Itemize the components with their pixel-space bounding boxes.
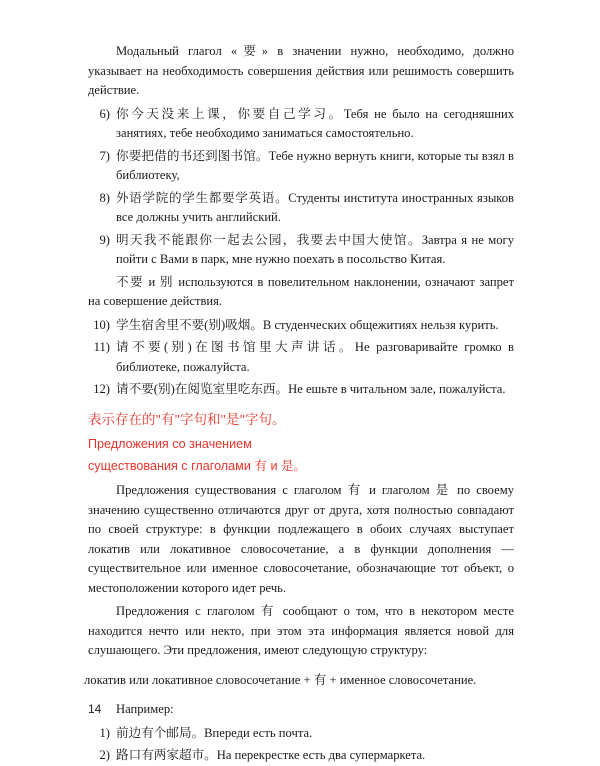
example-item — [88, 231, 514, 270]
examples-c — [88, 724, 514, 766]
section-heading-chinese: 表示存在的"有"字句和"是"字句。 — [88, 411, 286, 427]
example-label: Например: — [116, 702, 174, 716]
example-item — [88, 724, 514, 744]
example-text: 请不要(别)在阅览室里吃东西。Не ешьте в читальном зале, пожалуйста. — [116, 382, 506, 396]
page-number: 14 — [88, 702, 102, 716]
example-item — [88, 105, 514, 144]
example-number: 9) — [99, 232, 110, 247]
example-number: 12) — [93, 382, 110, 396]
example-text: 你要把借的书还到图书馆。Тебе нужно вернуть книги, которые ты взял в библиотеку, — [116, 148, 514, 182]
example-text: 学生宿舍里不要(别)吸烟。В студенческих общежитиях нельзя курить. — [116, 317, 499, 332]
example-number: 6) — [99, 106, 110, 121]
example-text: 外语学院的学生都要学英语。Студенты института иностранных языков все должны учить английский. — [116, 190, 514, 224]
example-text: 前边有个邮局。Впереди есть почта. — [116, 725, 313, 740]
you-structure-paragraph: Предложения с глаголом 有 сообщают о том, что в некотором месте находится нечто или некто, при этом эта информация является новой для слушающего. Эти предложения, имеют следующую структуру: — [88, 604, 514, 657]
structure-formula: локатив или локативное словосочетание + 有 + именное словосочетание. — [84, 672, 477, 687]
example-number: 8) — [99, 190, 110, 205]
examples-a — [88, 105, 514, 270]
intro-paragraph: Модальный глагол «要» в значении нужно, необходимо, должно указывает на необходимость совершения действия или решимость совершить действие. — [88, 44, 514, 97]
example-number: 2) — [99, 748, 110, 762]
prohibit-paragraph: 不要 и 别 используются в повелительном наклонении, означают запрет на совершение действия. — [88, 274, 514, 308]
existence-paragraph: Предложения существования с глаголом 有 и глаголом 是 по своему значению существенно отличаются друг от друга, хотя полностью совпадают по своей структуре: в функции подлежащего в обоих случаях выступает локатив или локативное словосочетание, а в функции дополнения — существительное или именное словосочетание, обозначающие тот объект, о местоположении которого идет речь. — [88, 483, 514, 595]
example-item — [88, 746, 514, 766]
examples-b — [88, 316, 514, 400]
example-item — [88, 189, 514, 228]
example-number: 7) — [99, 148, 110, 163]
example-number: 11) — [93, 340, 110, 354]
section-heading-russian-line2: существования с глаголами 有 и 是。 — [88, 459, 307, 473]
section-heading-russian-line1: Предложения со значением — [88, 437, 252, 451]
example-text: 明天我不能跟你一起去公园，我要去中国大使馆。Завтра я не могу пойти с Вами в парк, мне нужно поехать в посольство Китая. — [116, 232, 514, 266]
example-text: 路口有两家超市。На перекрестке есть два супермаркета. — [116, 748, 426, 762]
example-number: 10) — [93, 317, 110, 332]
example-item — [88, 380, 514, 400]
example-text: 请不要(别)在图书馆里大声讲话。Не разговаривайте громко в библиотеке, пожалуйста. — [116, 340, 514, 374]
example-item — [88, 147, 514, 186]
example-text: 你今天没来上课，你要自己学习。Тебя не было на сегодняшних занятиях, тебе необходимо заниматься самостоятельно. — [116, 106, 514, 140]
example-item — [88, 338, 514, 377]
example-item — [88, 316, 514, 336]
example-number: 1) — [99, 725, 110, 740]
